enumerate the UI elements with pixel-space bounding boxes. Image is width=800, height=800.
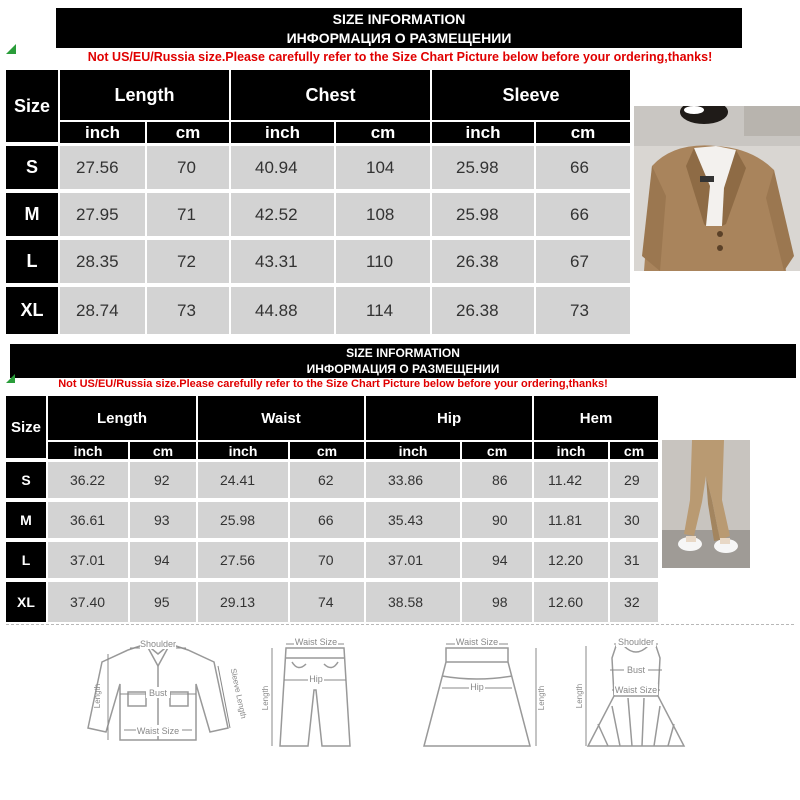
value-cell: 29 — [610, 462, 660, 502]
unit-cm-header: cm — [290, 442, 366, 462]
value-cell: 95 — [130, 582, 198, 622]
value-cell: 26.38 — [432, 240, 536, 287]
table-row — [6, 287, 632, 334]
value-cell: 27.95 — [60, 193, 147, 240]
size-info-banner-bottom — [10, 344, 796, 378]
unit-cm-header: cm — [336, 122, 432, 146]
value-cell: 25.98 — [432, 193, 536, 240]
shirt-measurement-diagram — [78, 636, 248, 754]
waist-label: Waist Size — [294, 637, 338, 647]
pants-size-table — [6, 396, 660, 622]
value-cell: 31 — [610, 542, 660, 582]
unit-inch-header: inch — [366, 442, 462, 462]
pants-model-photo — [662, 440, 750, 568]
unit-cm-header: cm — [147, 122, 231, 146]
value-cell: 32 — [610, 582, 660, 622]
value-cell: 71 — [147, 193, 231, 240]
value-cell: 94 — [462, 542, 534, 582]
hip-label: Hip — [470, 682, 484, 692]
value-cell: 70 — [290, 542, 366, 582]
value-cell: 86 — [462, 462, 534, 502]
value-cell: 98 — [462, 582, 534, 622]
banner-title-en: SIZE INFORMATION — [346, 346, 460, 360]
size-warning-bottom: Not US/EU/Russia size.Please carefully refer to the Size Chart Picture below before your ordering,thanks! — [58, 378, 608, 390]
banner-title-ru: ИНФОРМАЦИЯ О РАЗМЕЩЕНИИ — [306, 362, 500, 376]
value-cell: 73 — [536, 287, 632, 334]
size-cell: XL — [6, 287, 60, 334]
unit-inch-header: inch — [60, 122, 147, 146]
value-cell: 66 — [290, 502, 366, 542]
length-label: Length — [93, 683, 102, 709]
banner-title-en: SIZE INFORMATION — [332, 11, 466, 27]
size-warning-top: Not US/EU/Russia size.Please carefully refer to the Size Chart Picture below before your ordering,thanks! — [87, 50, 713, 64]
size-cell: XL — [6, 582, 48, 622]
unit-inch-header: inch — [432, 122, 536, 146]
value-cell: 66 — [536, 146, 632, 193]
shoulder-label: Shoulder — [139, 639, 177, 649]
unit-inch-header: inch — [231, 122, 336, 146]
value-cell: 12.60 — [534, 582, 610, 622]
length-column-header: Length — [60, 70, 231, 122]
value-cell: 70 — [147, 146, 231, 193]
value-cell: 24.41 — [198, 462, 290, 502]
value-cell: 35.43 — [366, 502, 462, 542]
size-cell: L — [6, 542, 48, 582]
table-row — [6, 542, 660, 582]
sleeve-column-header: Sleeve — [432, 70, 632, 122]
size-cell: S — [6, 146, 60, 193]
size-cell: M — [6, 502, 48, 542]
value-cell: 43.31 — [231, 240, 336, 287]
value-cell: 74 — [290, 582, 366, 622]
unit-cm-header: cm — [130, 442, 198, 462]
length-label: Length — [537, 685, 546, 711]
table-row — [6, 582, 660, 622]
value-cell: 104 — [336, 146, 432, 193]
value-cell: 90 — [462, 502, 534, 542]
value-cell: 110 — [336, 240, 432, 287]
unit-cm-header: cm — [610, 442, 660, 462]
size-cell: L — [6, 240, 60, 287]
waist-label: Waist Size — [455, 637, 499, 647]
pants-measurement-diagram — [258, 636, 368, 754]
value-cell: 37.01 — [48, 542, 130, 582]
value-cell: 28.35 — [60, 240, 147, 287]
value-cell: 93 — [130, 502, 198, 542]
table-row — [6, 462, 660, 502]
chest-column-header: Chest — [231, 70, 432, 122]
waist-column-header: Waist — [198, 396, 366, 442]
waist-label: Waist Size — [614, 685, 658, 695]
value-cell: 42.52 — [231, 193, 336, 240]
value-cell: 25.98 — [198, 502, 290, 542]
jacket-size-table — [6, 70, 632, 334]
value-cell: 28.74 — [60, 287, 147, 334]
value-cell: 12.20 — [534, 542, 610, 582]
unit-inch-header: inch — [534, 442, 610, 462]
unit-cm-header: cm — [536, 122, 632, 146]
dress-measurement-diagram — [572, 636, 702, 754]
jacket-model-illustration — [634, 106, 800, 271]
value-cell: 72 — [147, 240, 231, 287]
bust-label: Bust — [148, 688, 168, 698]
length-label: Length — [575, 683, 584, 709]
value-cell: 36.61 — [48, 502, 130, 542]
table-row — [6, 502, 660, 542]
value-cell: 73 — [147, 287, 231, 334]
size-column-header: Size — [6, 70, 60, 146]
value-cell: 30 — [610, 502, 660, 542]
value-cell: 40.94 — [231, 146, 336, 193]
table-row — [6, 193, 632, 240]
value-cell: 38.58 — [366, 582, 462, 622]
value-cell: 25.98 — [432, 146, 536, 193]
pants-model-illustration — [662, 440, 750, 568]
value-cell: 37.01 — [366, 542, 462, 582]
shoulder-label: Shoulder — [617, 637, 655, 647]
value-cell: 27.56 — [198, 542, 290, 582]
value-cell: 26.38 — [432, 287, 536, 334]
value-cell: 66 — [536, 193, 632, 240]
table-row — [6, 240, 632, 287]
size-info-banner-top — [56, 8, 742, 48]
table-row — [6, 146, 632, 193]
value-cell: 94 — [130, 542, 198, 582]
section-divider — [6, 624, 794, 625]
sleeve-length-label: Sleeve Length — [228, 667, 248, 720]
unit-inch-header: inch — [48, 442, 130, 462]
value-cell: 36.22 — [48, 462, 130, 502]
value-cell: 92 — [130, 462, 198, 502]
unit-inch-header: inch — [198, 442, 290, 462]
hip-label: Hip — [309, 674, 323, 684]
waist-label: Waist Size — [136, 726, 180, 736]
value-cell: 62 — [290, 462, 366, 502]
unit-cm-header: cm — [462, 442, 534, 462]
bust-label: Bust — [626, 665, 646, 675]
length-column-header: Length — [48, 396, 198, 442]
skirt-measurement-diagram — [412, 636, 552, 754]
value-cell: 37.40 — [48, 582, 130, 622]
value-cell: 67 — [536, 240, 632, 287]
hip-column-header: Hip — [366, 396, 534, 442]
value-cell: 29.13 — [198, 582, 290, 622]
value-cell: 108 — [336, 193, 432, 240]
banner-title-ru: ИНФОРМАЦИЯ О РАЗМЕЩЕНИИ — [286, 30, 512, 46]
length-label: Length — [261, 685, 270, 711]
jacket-model-photo — [634, 106, 800, 271]
value-cell: 44.88 — [231, 287, 336, 334]
hem-column-header: Hem — [534, 396, 660, 442]
size-cell: M — [6, 193, 60, 240]
value-cell: 33.86 — [366, 462, 462, 502]
value-cell: 27.56 — [60, 146, 147, 193]
size-cell: S — [6, 462, 48, 502]
value-cell: 11.42 — [534, 462, 610, 502]
size-column-header: Size — [6, 396, 48, 462]
value-cell: 11.81 — [534, 502, 610, 542]
value-cell: 114 — [336, 287, 432, 334]
